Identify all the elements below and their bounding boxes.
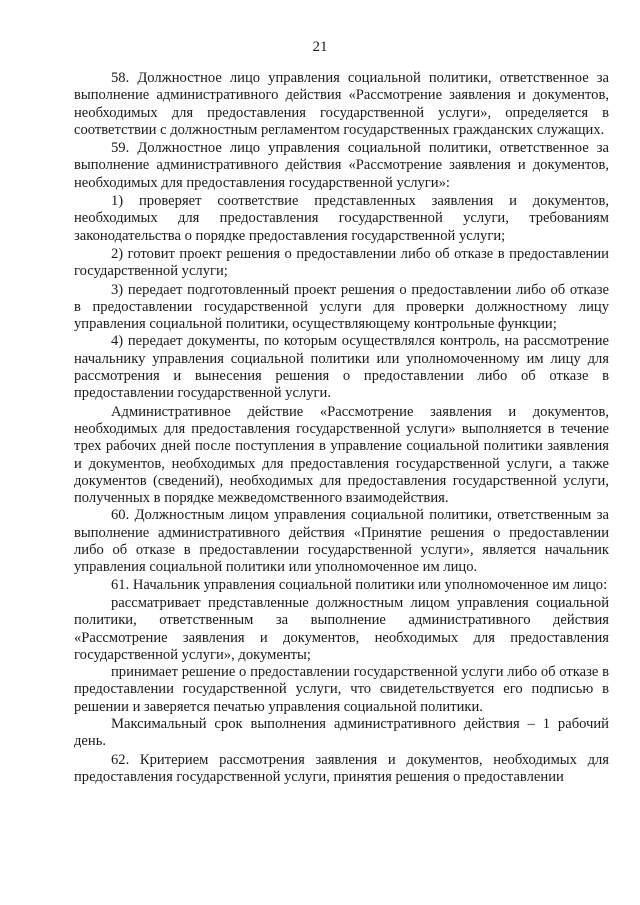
paragraph-61-decides: принимает решение о предоставлении государственной услуги либо об отказе в предоставлении государственной услуги, что свидетельствуется его подписью в решении и заверяется печатью управления социальной политики. — [74, 664, 609, 715]
paragraph-61-reviews: рассматривает представленные должностным лицом управления социальной политики, ответственным за выполнение административного действия «Рассмотрение заявления и документов, необходимых для предоставления государственной услуги», документы; — [74, 594, 609, 663]
paragraph-59-item-1: 1) проверяет соответствие представленных заявления и документов, необходимых для предоставления государственной услуги, требованиям законодательства о порядке предоставления государственной услуги; — [74, 193, 609, 244]
paragraph-59-item-2: 2) готовит проект решения о предоставлении либо об отказе в предоставлении государственной услуги; — [74, 245, 609, 280]
paragraph-59: 59. Должностное лицо управления социальной политики, ответственное за выполнение административного действия «Рассмотрение заявления и документов, необходимых для предоставления государственной услуги»: — [74, 140, 609, 191]
paragraph-review-deadline: Административное действие «Рассмотрение заявления и документов, необходимых для предоставления государственной услуги» выполняется в течение трех рабочих дней после поступления в управление социальной политики заявления и документов, необходимых для предоставления государственной услуги, а также документов (сведений), необходимых для предоставления государственной услуги, полученных в порядке межведомственного взаимодействия. — [74, 403, 609, 507]
paragraph-58: 58. Должностное лицо управления социальной политики, ответственное за выполнение административного действия «Рассмотрение заявления и документов, необходимых для предоставления государственной услуги», определяется в соответствии с должностным регламентом государственных гражданских служащих. — [74, 70, 609, 138]
document-body — [74, 70, 609, 786]
paragraph-59-item-4: 4) передает документы, по которым осуществлялся контроль, на рассмотрение начальнику управления социальной политики или уполномоченному им лицу для рассмотрения и вынесения решения о предоставлении либо об отказе в предоставлении государственной услуги. — [74, 333, 609, 402]
paragraph-61: 61. Начальник управления социальной политики или уполномоченное им лицо: — [111, 576, 608, 593]
paragraph-59-item-3: 3) передает подготовленный проект решения о предоставлении либо об отказе в предоставлении государственной услуги для проверки должностному лицу управления социальной политики, осуществляющему контрольные функции; — [74, 281, 609, 333]
page-number: 21 — [312, 39, 328, 55]
paragraph-62: 62. Критерием рассмотрения заявления и документов, необходимых для предоставления государственной услуги, принятия решения о предоставлении — [74, 751, 609, 785]
paragraph-max-term: Максимальный срок выполнения административного действия – 1 рабочий день. — [74, 715, 609, 750]
paragraph-60: 60. Должностным лицом управления социальной политики, ответственным за выполнение административного действия «Принятие решения о предоставлении либо об отказе в предоставлении государственной услуги», является начальник управления социальной политики или уполномоченное им лицо. — [74, 507, 609, 576]
